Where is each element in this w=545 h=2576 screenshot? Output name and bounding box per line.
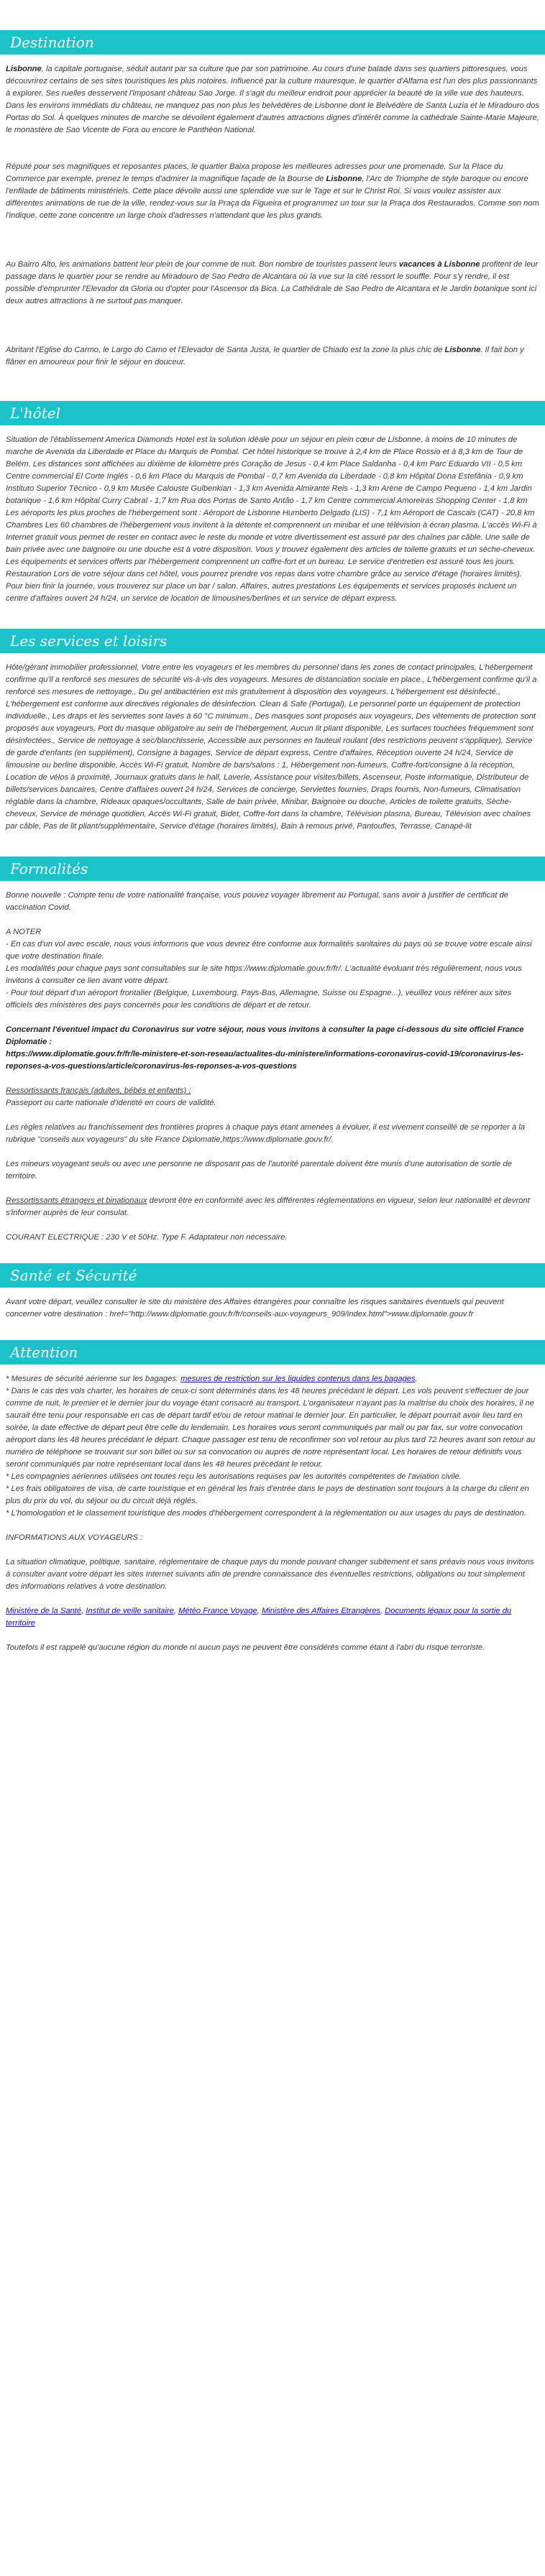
attention-links: Ministère de la Santé, Institut de veille sanitaire, Météo France Voyage, Ministère des Affaires Etrangères, Documents légaux pour la sortie du territoire xyxy=(6,1607,512,1628)
destination-bold-lisbonne-4: Lisbonne xyxy=(444,346,481,354)
attention-item-3: * Les compagnies aériennes utilisées ont toutes reçu les autorisations requises par les autorités compétentes de l'aviation civile. xyxy=(6,1472,462,1481)
destination-paragraph-3 xyxy=(6,259,539,308)
section-title-services: Les services et loisirs xyxy=(10,632,168,650)
section-header-sante xyxy=(0,1263,545,1288)
destination-text-2: Réputé pour ses magnifiques et reposantes places, le quartier Baixa propose les meilleures adresses pour une promenade. Sur la Place du Commerce par exemple, prenez le temps d'admirer la magnifique façade de la Bourse de xyxy=(6,162,503,183)
section-title-sante: Santé et Sécurité xyxy=(10,1267,137,1284)
liquids-restriction-link[interactable]: mesures de restriction sur les liquides contenus dans les bagages xyxy=(180,1375,416,1383)
link-meteo-france[interactable]: Météo France Voyage xyxy=(178,1607,257,1615)
hotel-paragraph: Situation de l'établissement America Diamonds Hotel est la solution idéale pour un séjour en plein cœur de Lisbonne, à moins de 10 minutes de marche de Avenida da Liberdade et Place du Marquis de Pombal. Cet hôtel historique se trouve à 2,4 km de Place Rossio et à 8,3 km de Tour de Belém. Les distances sont affichées au dixième de kilomètre près Coração de Jesus - 0,4 km Place Saldanha - 0,4 km Parc Eduardo VII - 0,5 km Centre commercial El Corte Inglés - 0,6 km Place du Marquis de Pombal - 0,7 km Avenida da Liberdade - 0,8 km Hôpital Dona Estefânia - 0,9 km Instituto Superior Técnico - 0,9 km Musée Calouste Gulbenkian - 1,3 km Avenida Almirante Reis - 1,3 km Arène de Campo Pequeno - 1,4 km Jardin botanique - 1,6 km Hôpital Curry Cabral - 1,7 km Rua dos Portas de Santo Antão - 1,7 km Centre commercial Amoreiras Shopping Center - 1,8 km Les aéroports les plus proches de l'hébergement sont : Aéroport de Lisbonne Humberto Delgado (LIS) - 7,1 km Aéroport de Cascais (CAT) - 20,8 km Chambres Les 60 chambres de l'hébergement vous invitent à la détente et comprennent un minibar et une télévision à écran plasma. L'accès Wi-Fi à Internet gratuit vous permet de rester en contact avec le reste du monde et votre divertissement est assuré par des chaînes par câble. Une salle de bain privée avec une baignoire ou une douche est à votre disposition. Vous y trouvez également des articles de toilette gratuits et un sèche-cheveux. Les équipements et services offerts par l'hébergement comprennent un coffre-fort et un bureau. Le service d'entretien est assuré tous les jours. Restauration Lors de votre séjour dans cet hôtel, vous pourrez prendre vos repas dans votre chambre grâce au service d'étage (horaires limités). Pour bien finir la journée, vous trouverez sur place un bar / salon. Affaires, autres prestations Les équipements et services proposés incluent un centre d'affaires ouvert 24 h/24, un service de location de limousines/berlines et un service de départ express. xyxy=(6,435,537,603)
formalites-covid xyxy=(6,1024,539,1073)
section-header-hotel xyxy=(0,401,545,425)
attention-item-1 xyxy=(6,1373,539,1385)
destination-bold-vacances: vacances à Lisbonne xyxy=(398,260,480,269)
attention-final: Toutefois il est rappelé qu'aucune région du monde ni aucun pays ne peuvent être considérés comme étant à l'abri du risque terroriste. xyxy=(6,1643,485,1652)
attention-item-2: * Dans le cas des vols charter, les horaires de ceux-ci sont déterminés dans les 48 heures précédant le départ. Les vols peuvent s'effectuer de jour comme de nuit, le premier et le dernier jour du voyage étant consacré au transport. L'organisateur n'ayant pas la maîtrise du choix des horaires, il ne saurait être tenu pour responsable en cas de départ tardif et/ou de retour matinal le dernier jour. En particulier, le départ pourrait avoir lieu tard en soirée, la date effective de départ peut être celle du lendemain. Les horaires vous seront communiqués par mail ou par fax, sur votre convocation aéroport dans les 48 heures précédant le départ. Chaque passager est tenu de reconfirmer son vol retour au plus tard 72 heures avant son retour au numéro de téléphone se trouvant sur son billet ou sur sa convocation ou auprès de notre représentant local. Les horaires de retour définitifs vous seront communiqués par notre représentant local dans les 48 heures précédant le retour. xyxy=(6,1387,536,1469)
formalites-note-1: - En cas d'un vol avec escale, nous vous informons que vous devrez être conforme aux formalités sanitaires du pays où se trouve votre escale ainsi que votre destination finale. xyxy=(6,940,532,961)
sante-paragraph: Avant votre départ, veuillez consulter le site du ministère des Affaires étrangères pour connaître les risques sanitaires éventuels qui peuvent concerner votre destination : href="http://www.diplomatie.gouv.fr/fr/conseils-aux-voyageurs_909/index.html">www.diplomatie.gouv.fr xyxy=(6,1298,504,1319)
attention-info-text: La situation climatique, politique, sanitaire, réglementaire de chaque pays du monde pouvant changer subitement et sans préavis nous vous invitons à consulter avant votre départ les sites Internet suivants afin de prendre connaissance des éventuelles restrictions, obligations ou tout simplement des informations relatives à votre destination. xyxy=(6,1558,534,1591)
formalites-borders: Les règles relatives au franchissement des frontières propres à chaque pays étant amenées à évoluer, il est vivement conseillé de se reporter à la rubrique "conseils aux voyageurs" du site France Diplomatie,https://www.diplomatie.gouv.fr/. xyxy=(6,1123,525,1144)
hotel-content xyxy=(0,434,545,605)
section-title-attention: Attention xyxy=(10,1344,78,1361)
formalites-foreign xyxy=(6,1195,539,1219)
destination-text-3: Au Bairro Alto, les animations battent leur plein de jour comme de nuit. Bon nombre de touristes passent leurs xyxy=(6,260,399,269)
destination-text-1: , la capitale portugaise, séduit autant par sa culture que par son patrimoine. Au cours d'une balade dans ses quartiers pittoresques, vous découvrirez certains de ses sites touristiques les plus notoires. Influencé par la culture mauresque, le quartier d'Alfama est l'un des plus passionnants à explorer. Ses ruelles desservent l'imposant château Sao Jorge. Il s'agit du meilleur endroit pour apprécier la beauté de la ville vue des hauteurs. Dans les environs immédiats du château, ne manquez pas non plus les belvédères de Lisbonne dont le Belvédère de Santa Luzia et le Miradouro dos Portas do Sol. À quelques minutes de marche se dévoilent également d'autres attractions dignes d'intérêt comme la cathédrale Sainte-Marie Majeure, le monastère de Sao Vicente de Fora ou encore le Panthéon National. xyxy=(6,65,539,134)
formalites-minors: Les mineurs voyageant seuls ou avec une personne ne disposant pas de l'autorité parentale doivent être munis d'une autorisation de sortie de territoire. xyxy=(6,1160,512,1181)
formalites-fr-heading-text: Ressortissants français (adultes, bébés et enfants) : xyxy=(6,1086,191,1095)
formalites-note-3: - Pour tout départ d'un aéroport frontalier (Belgique, Luxembourg, Pays-Bas, Allemagne, Suisse ou Espagne...), veuillez vous référer aux sites officiels des ministères des pays concernés pour les conditions de départ et de retour. xyxy=(6,989,512,1010)
attention-info-heading: INFORMATIONS AUX VOYAGEURS : xyxy=(6,1533,143,1542)
link-documents-legaux[interactable]: Documents légaux pour la sortie du territoire xyxy=(6,1607,512,1628)
section-title-hotel: L'hôtel xyxy=(10,405,60,422)
formalites-fr-text: Passeport ou carte nationale d'identité en cours de validité. xyxy=(6,1099,216,1107)
destination-text-2b: , l'Arc de Triomphe de style baroque ou encore l'enfilade de bâtiments ministériels. Cette place dévoile aussi une splendide vue sur le Tage et sur le Christ Roi. Si vous voulez assister aux différentes animations de rue de la ville, rendez-vous sur la Praça da Figueira et programmez un tour sur la Praça dos Restaurados. Comme son nom l'indique, cette zone concentre un large choix d'adresses n'attendant que les plus grands. xyxy=(6,175,539,220)
attention-item-5: * L'homologation et le classement touristique des modes d'hébergement correspondent à la réglementation ou aux usages du pays de destination. xyxy=(6,1509,526,1518)
destination-bold-lisbonne: Lisbonne xyxy=(6,65,42,73)
formalites-foreign-heading: Ressortissants étrangers et binationaux xyxy=(6,1196,147,1205)
formalites-intro: Bonne nouvelle : Compte tenu de votre nationalité française, vous pouvez voyager librement au Portugal, sans avoir à justifier de certificat de vaccination Covid. xyxy=(6,891,508,912)
destination-bold-lisbonne-2: Lisbonne xyxy=(326,175,362,183)
destination-text-3b: profitent de leur passage dans le quartier pour se rendre au Miradouro de Sao Pedro de Alcantara où la vue sur la cité ressort le souffle. Pour s'y rendre, il est possible d'emprunter l'Elevador da Gloria ou d'opter pour l'Ascensor da Bica. La Cathédrale de Sao Pedro de Alcantara et le Jardin botanique sont ici deux autres attractions à ne surtout pas manquer. xyxy=(6,260,539,305)
formalites-content xyxy=(0,890,545,1244)
formalites-a-noter: A NOTER xyxy=(6,928,42,936)
link-ministere-sante[interactable]: Ministère de la Santé xyxy=(6,1607,82,1615)
attention-item-1-end: . xyxy=(415,1375,418,1383)
attention-item-1-text: * Mesures de sécurité aérienne sur les bagages: xyxy=(6,1375,181,1383)
attention-content xyxy=(0,1373,545,1654)
section-title-destination: Destination xyxy=(10,34,94,51)
link-affaires-etrangeres[interactable]: Ministère des Affaires Etrangères xyxy=(261,1607,380,1615)
sante-content xyxy=(0,1296,545,1321)
formalites-current: COURANT ELECTRIQUE : 230 V et 50Hz. Type F. Adaptateur non nécessaire. xyxy=(6,1233,288,1242)
formalites-fr-heading xyxy=(6,1085,539,1097)
formalites-note-2: Les modalités pour chaque pays sont consultables sur le site https://www.diplomatie.gouv.fr/fr/. L'actualité évoluant très régulièrement, nous vous invitons à consulter ce lien avant votre départ. xyxy=(6,964,522,985)
destination-paragraph-2 xyxy=(6,161,539,222)
destination-text-4: Abritant l'Eglise do Carmo, le Largo do Camo et l'Elevador de Santa Justa, le quartier de Chiado est la zone la plus chic de xyxy=(6,346,445,354)
formalites-covid-bold: Concernant l'éventuel impact du Coronavirus sur votre séjour, nous vous invitons à consulter la page ci-dessous du site officiel France Diplomatie : xyxy=(6,1025,524,1046)
section-title-formalites: Formalités xyxy=(10,860,88,877)
section-header-destination xyxy=(0,30,545,55)
destination-paragraph-4 xyxy=(6,344,539,369)
destination-text-4b: . Il fait bon y flâner en amoureux pour finir le séjour en douceur. xyxy=(6,346,524,366)
attention-item-4: * Les frais obligatoires de visa, de carte touristique et en général les frais d'entrée dans le pays de destination sont toujours à la charge du client en plus du prix du vol, du séjour ou du circuit déjà réglés. xyxy=(6,1485,529,1505)
formalites-foreign-text: devront être en conformité avec les différentes réglementations en vigueur, selon leur nationalité et devront s'informer auprès de leur consulat. xyxy=(6,1196,530,1217)
section-header-services xyxy=(0,629,545,653)
formalites-covid-url[interactable]: https://www.diplomatie.gouv.fr/fr/le-ministere-et-son-reseau/actualites-du-ministere/informations-coronavirus-covid-19/coronavirus-les-reponses-a-vos-questions/article/coronavirus-les-reponses-a-vos-questions xyxy=(6,1050,524,1071)
services-paragraph: Hôte/gérant immobilier professionnel, Votre entre les voyageurs et les membres du personnel dans les zones de contact principales, L'hébergement confirme qu'il a renforcé ses mesures de sécurité vis-à-vis des voyageurs. Mesures de distanciation sociale en place., L'hébergement confirme qu'il a renforcé ses mesures de nettoyage., Du gel antibactérien est mis gratuitement à disposition des voyageurs. L'hébergement est désinfecté., L'hébergement est conforme aux directives régionales de désinfection. Clean & Safe (Portugal), Le personnel porte un équipement de protection individuelle., Les draps et les serviettes sont lavés à 60 °C minimum., Des masques sont proposés aux voyageurs, Des vêtements de protection sont proposés aux voyageurs, Port du masque obligatoire au sein de l'hébergement, Aucun lit pliant disponible, Les surfaces touchées fréquemment sont désinfectées., Service de nettoyage à sec/blanchisserie, Accessible aux personnes en fauteuil roulant (des restrictions peuvent s'appliquer), Service de garde d'enfants (en supplément), Consigne à bagages, Service de départ express, Centre d'affaires, Réception ouverte 24 h/24, Service de limousine ou berline disponible, Accès Wi-Fi gratuit, Nombre de bars/salons : 1, Hébergement non-fumeurs, Coffre-fort/consigne à la réception, Location de vélos à proximité, Journaux gratuits dans le hall, Laverie, Assistance pour visites/billets, Ascenseur, Poste informatique, Distributeur de billets/services bancaires, Centre d'affaires ouvert 24 h/24, Services de concierge, Serviettes fournies, Draps fournis, Non-fumeurs, Climatisation réglable dans la chambre, Rideaux opaques/occultants, Salle de bain privée, Minibar, Baignoire ou douche, Articles de toilette gratuits, Sèche-cheveux, Service de ménage quotidien, Accès Wi-Fi gratuit, Bidet, Coffre-fort dans la chambre, Télévision plasma, Bureau, Télévision avec chaînes par câble, Pas de lit pliant/supplémentaire, Service d'étage (horaires limités), Bain à remous privé, Pantoufles, Terrasse, Canapé-lit xyxy=(6,663,537,831)
destination-content xyxy=(0,63,545,369)
section-header-formalites xyxy=(0,857,545,881)
link-institut-veille[interactable]: Institut de veille sanitaire xyxy=(86,1607,174,1615)
destination-paragraph-1 xyxy=(6,63,539,137)
section-header-attention xyxy=(0,1340,545,1365)
services-content xyxy=(0,662,545,833)
